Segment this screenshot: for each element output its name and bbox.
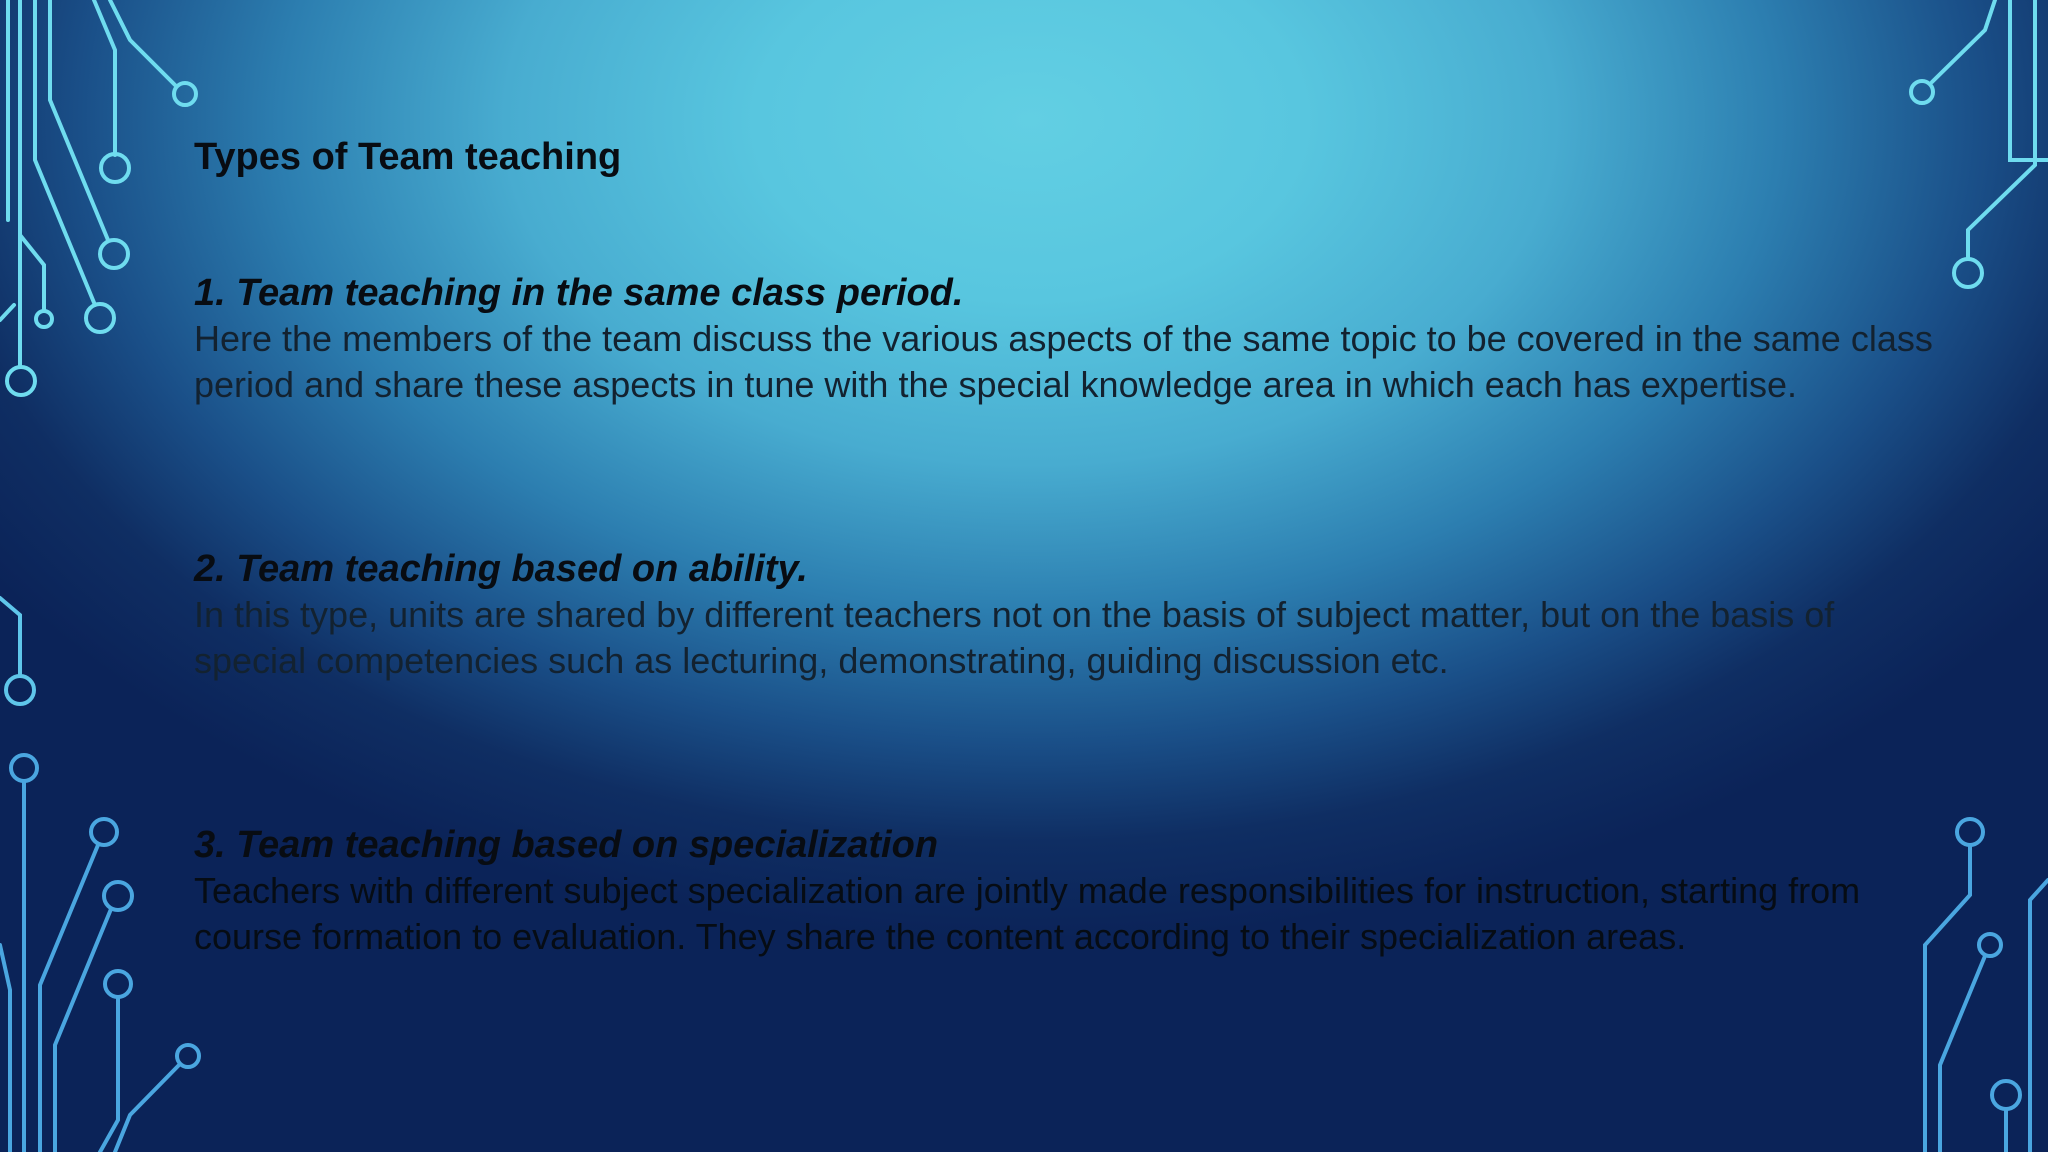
section-heading: 3. Team teaching based on specialization — [194, 824, 939, 866]
section-body: Here the members of the team discuss the various aspects of the same topic to be covered in the same class period and share these aspects in tune with the special knowledge area in which each has expertise. — [194, 318, 1933, 405]
section-heading: 1. Team teaching in the same class period. — [194, 272, 964, 314]
section-body: Teachers with different subject specialization are jointly made responsibilities for instruction, starting from course formation to evaluation. They share the content according to their specialization areas. — [194, 870, 1861, 957]
slide-content — [194, 134, 1954, 957]
section-body: In this type, units are shared by different teachers not on the basis of subject matter, but on the basis of special competencies such as lecturing, demonstrating, guiding discussion etc. — [194, 594, 1835, 681]
circuit-mid-left — [0, 598, 34, 704]
slide-title: Types of Team teaching — [194, 136, 622, 178]
circuit-bottom-left — [0, 755, 199, 1152]
section-same-class-period — [194, 270, 1954, 408]
circuit-top-left — [0, 0, 196, 395]
section-based-on-ability — [194, 546, 1954, 684]
section-heading: 2. Team teaching based on ability. — [194, 548, 808, 590]
section-based-on-specialization — [194, 822, 1954, 960]
